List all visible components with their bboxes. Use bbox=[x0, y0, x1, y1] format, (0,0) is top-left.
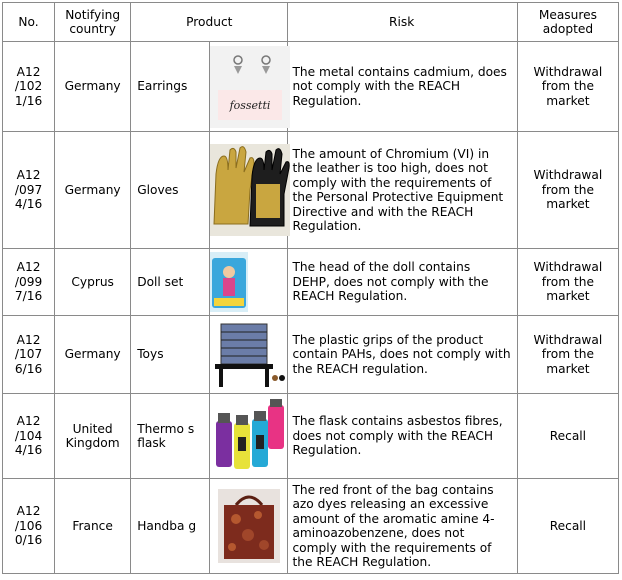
row-measures: Recall bbox=[517, 479, 618, 574]
row-country: Germany bbox=[55, 316, 131, 394]
header-no: No. bbox=[3, 3, 55, 42]
row-image-cell bbox=[209, 394, 288, 479]
row-no: A12 /107 6/16 bbox=[3, 316, 55, 394]
thermos-flasks-photo-icon bbox=[212, 399, 286, 473]
row-product: Doll set bbox=[131, 249, 210, 316]
row-image-cell bbox=[209, 249, 288, 316]
row-country: France bbox=[55, 479, 131, 574]
row-country: United Kingdom bbox=[55, 394, 131, 479]
row-image-cell bbox=[209, 479, 288, 574]
row-measures: Withdrawal from the market bbox=[517, 249, 618, 316]
row-risk: The metal contains cadmium, does not comply with the REACH Regulation. bbox=[288, 42, 517, 132]
header-notifying-country: Notifying country bbox=[55, 3, 131, 42]
rapex-notifications-table bbox=[2, 2, 619, 574]
row-risk: The head of the doll contains DEHP, does not comply with the REACH Regulation. bbox=[288, 249, 517, 316]
row-measures: Recall bbox=[517, 394, 618, 479]
handbag-photo-icon bbox=[218, 489, 280, 563]
row-measures: Withdrawal from the market bbox=[517, 42, 618, 132]
row-product: Handba g bbox=[131, 479, 210, 574]
gloves-photo-icon bbox=[210, 144, 290, 236]
toy-table-photo-icon bbox=[213, 320, 285, 390]
row-measures: Withdrawal from the market bbox=[517, 132, 618, 249]
row-no: A12 /104 4/16 bbox=[3, 394, 55, 479]
table-row bbox=[3, 316, 619, 394]
row-measures: Withdrawal from the market bbox=[517, 316, 618, 394]
row-no: A12 /099 7/16 bbox=[3, 249, 55, 316]
row-risk: The red front of the bag contains azo dyes releasing an excessive amount of the aromatic amine 4-aminoazobenzene, does not comply with the requirements of the REACH Regulation. bbox=[288, 479, 517, 574]
doll-set-photo-icon bbox=[210, 252, 248, 312]
row-risk: The amount of Chromium (VI) in the leather is too high, does not comply with the requirements of the Personal Protective Equipment Directive and with the REACH Regulation. bbox=[288, 132, 517, 249]
row-product: Toys bbox=[131, 316, 210, 394]
row-no: A12 /102 1/16 bbox=[3, 42, 55, 132]
row-product: Thermo s flask bbox=[131, 394, 210, 479]
row-country: Germany bbox=[55, 132, 131, 249]
header-row bbox=[3, 3, 619, 42]
table-row bbox=[3, 479, 619, 574]
brand-logo-text: fossetti bbox=[229, 98, 271, 112]
header-measures-adopted: Measures adopted bbox=[517, 3, 618, 42]
header-product: Product bbox=[131, 3, 288, 42]
row-risk: The plastic grips of the product contain PAHs, does not comply with the REACH regulation. bbox=[288, 316, 517, 394]
row-product: Earrings bbox=[131, 42, 210, 132]
table-row bbox=[3, 249, 619, 316]
header-risk: Risk bbox=[288, 3, 517, 42]
row-risk: The flask contains asbestos fibres, does not comply with the REACH Regulation. bbox=[288, 394, 517, 479]
row-country: Cyprus bbox=[55, 249, 131, 316]
row-image-cell bbox=[209, 132, 288, 249]
row-country: Germany bbox=[55, 42, 131, 132]
table-row bbox=[3, 42, 619, 132]
earrings-photo-icon bbox=[210, 46, 290, 128]
row-image-cell bbox=[209, 42, 288, 132]
row-product: Gloves bbox=[131, 132, 210, 249]
row-no: A12 /106 0/16 bbox=[3, 479, 55, 574]
row-image-cell bbox=[209, 316, 288, 394]
table-row bbox=[3, 132, 619, 249]
table-row bbox=[3, 394, 619, 479]
row-no: A12 /097 4/16 bbox=[3, 132, 55, 249]
